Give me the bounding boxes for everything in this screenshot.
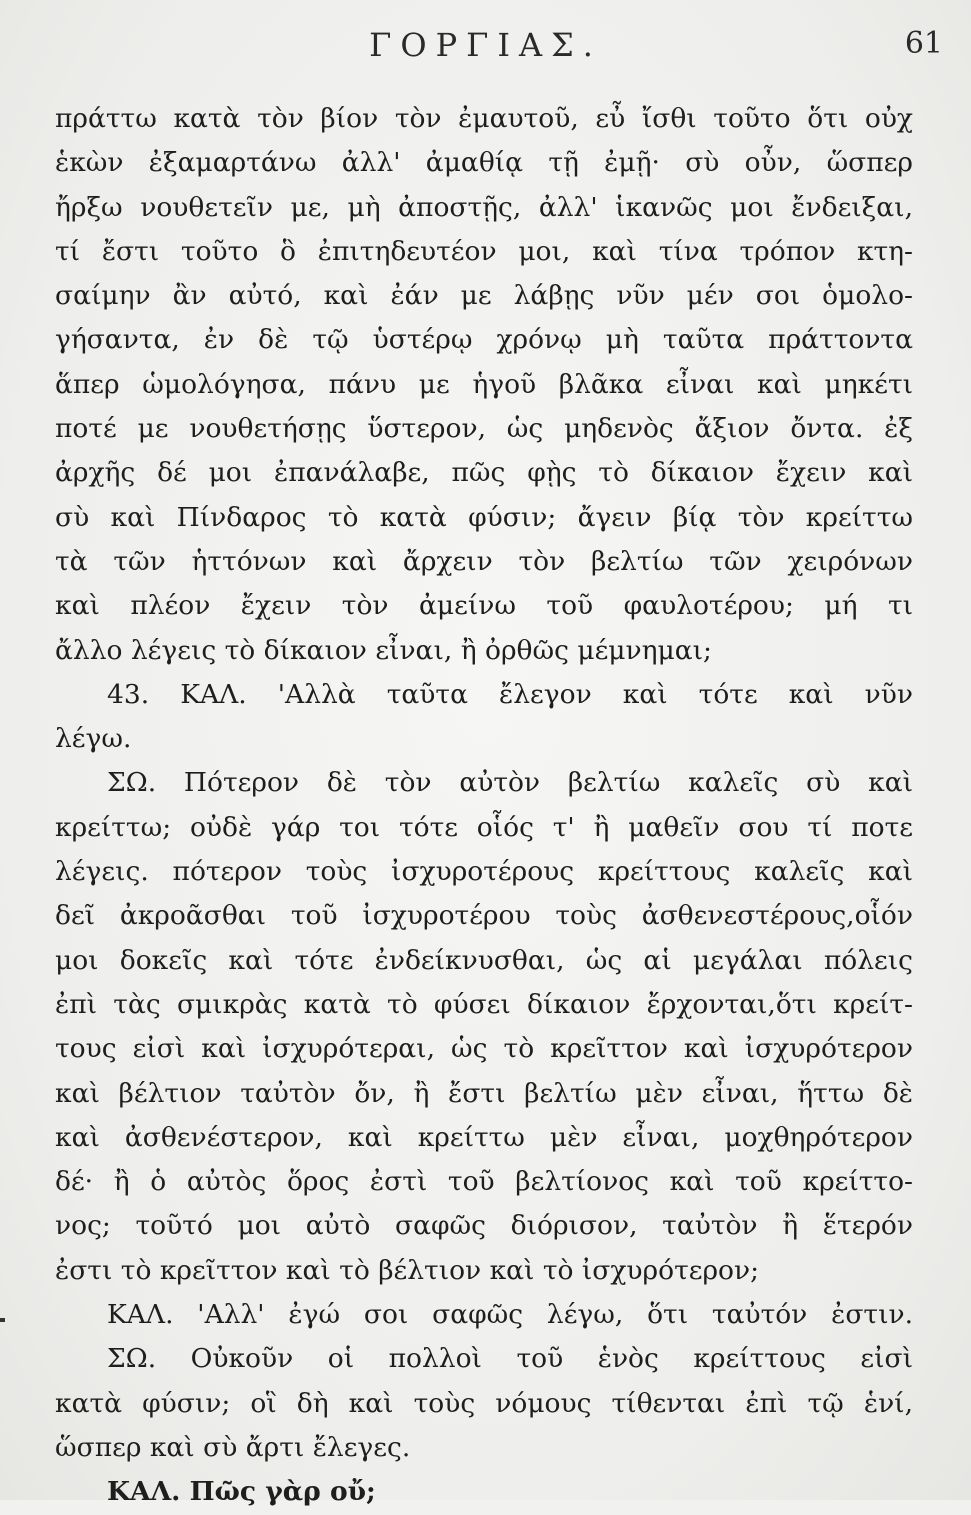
text-line: τί ἔστι τοῦτο ὃ ἐπιτηδευτέον μοι, καὶ τίνα τρόπον κτη- — [55, 235, 913, 267]
text-line: ὥσπερ καὶ σὺ ἄρτι ἔλεγες. — [55, 1431, 411, 1463]
text-line: δέ· ἢ ὁ αὐτὸς ὅρος ἐστὶ τοῦ βελτίονος καὶ τοῦ κρείττο- — [55, 1166, 913, 1198]
text-line: ποτέ με νουθετήσῃς ὕστερον, ὡς μηδενὸς ἄξιον ὄντα. ἐξ — [55, 413, 913, 445]
text-line: λέγεις. πότερον τοὺς ἰσχυροτέρους κρείττους καλεῖς καὶ — [55, 856, 913, 888]
text-line: ἅπερ ὡμολόγησα, πάνυ με ἡγοῦ βλᾶκα εἶναι καὶ μηκέτι — [55, 368, 913, 400]
text-line: τὰ τῶν ἡττόνων καὶ ἄρχειν τὸν βελτίω τῶν χειρόνων — [55, 545, 913, 577]
text-line: κρείττω; οὐδὲ γάρ τοι τότε οἷός τ' ἢ μαθεῖν σου τί ποτε — [55, 811, 913, 843]
margin-mark — [0, 1318, 5, 1322]
text-line: λέγω. — [55, 723, 132, 755]
text-line: ἀρχῆς δέ μοι ἐπανάλαβε, πῶς φῂς τὸ δίκαιον ἔχειν καὶ — [55, 457, 913, 489]
text-line: καὶ πλέον ἔχειν τὸν ἀμείνω τοῦ φαυλοτέρου; μή τι — [55, 590, 913, 622]
text-line-speaker: ΣΩ. Οὐκοῦν οἱ πολλοὶ τοῦ ἑνὸς κρείττους εἰσὶ — [107, 1343, 913, 1375]
running-title: ΓΟΡΓΙΑΣ. — [369, 26, 602, 64]
text-line-speaker: 43. ΚΑΛ. 'Αλλὰ ταῦτα ἔλεγον καὶ τότε καὶ νῦν — [107, 678, 913, 710]
text-line: σαίμην ἂν αὐτό, καὶ ἐάν με λάβῃς νῦν μέν σοι ὁμολο- — [55, 280, 913, 312]
text-line: μοι δοκεῖς καὶ τότε ἐνδείκνυσθαι, ὡς αἱ μεγάλαι πόλεις — [55, 944, 913, 976]
text-line: τους εἰσὶ καὶ ἰσχυρότεραι, ὡς τὸ κρεῖττον καὶ ἰσχυρότερον — [55, 1033, 913, 1065]
text-line: ἤρξω νουθετεῖν με, μὴ ἀποστῇς, ἀλλ' ἱκανῶς μοι ἔνδειξαι, — [55, 191, 913, 223]
page-number: 61 — [904, 26, 943, 61]
text-line: πράττω κατὰ τὸν βίον τὸν ἐμαυτοῦ, εὖ ἴσθι τοῦτο ὅτι οὐχ — [55, 103, 913, 134]
text-line: καὶ βέλτιον ταὐτὸν ὄν, ἢ ἔστι βελτίω μὲν εἶναι, ἥττω δὲ — [55, 1077, 913, 1109]
text-line: κατὰ φύσιν; οἳ δὴ καὶ τοὺς νόμους τίθενται ἐπὶ τῷ ἑνί, — [55, 1387, 913, 1419]
body-text — [55, 97, 913, 1515]
text-line: καὶ ἀσθενέστερον, καὶ κρείττω μὲν εἶναι, μοχθηρότερον — [55, 1121, 913, 1153]
text-line-speaker: ΚΑΛ. 'Αλλ' ἐγώ σοι σαφῶς λέγω, ὅτι ταὐτόν ἐστιν. — [107, 1299, 913, 1331]
text-line: δεῖ ἀκροᾶσθαι τοῦ ἰσχυροτέρου τοὺς ἀσθενεστέρους,οἷόν — [55, 900, 913, 932]
text-line: ἐπὶ τὰς σμικρὰς κατὰ τὸ φύσει δίκαιον ἔρχονται,ὅτι κρείτ- — [55, 988, 913, 1020]
text-line: ἐστι τὸ κρεῖττον καὶ τὸ βέλτιον καὶ τὸ ἰσχυρότερον; — [55, 1254, 760, 1286]
text-line: ἑκὼν ἐξαμαρτάνω ἀλλ' ἀμαθίᾳ τῇ ἐμῇ· σὺ οὖν, ὥσπερ — [55, 147, 913, 179]
text-line-speaker: ΣΩ. Πότερον δὲ τὸν αὐτὸν βελτίω καλεῖς σὺ καὶ — [107, 767, 913, 799]
text-line: γήσαντα, ἐν δὲ τῷ ὑστέρῳ χρόνῳ μὴ ταῦτα πράττοντα — [55, 324, 913, 356]
text-line: σὺ καὶ Πίνδαρος τὸ κατὰ φύσιν; ἄγειν βίᾳ τὸν κρείττω — [55, 501, 913, 533]
text-line: ἄλλο λέγεις τὸ δίκαιον εἶναι, ἢ ὀρθῶς μέμνημαι; — [55, 634, 712, 666]
text-line: νος; τοῦτό μοι αὐτὸ σαφῶς διόρισον, ταὐτὸν ἢ ἕτερόν — [55, 1210, 913, 1242]
text-line-speaker: ΚΑΛ. Πῶς γὰρ οὔ; — [107, 1476, 376, 1508]
